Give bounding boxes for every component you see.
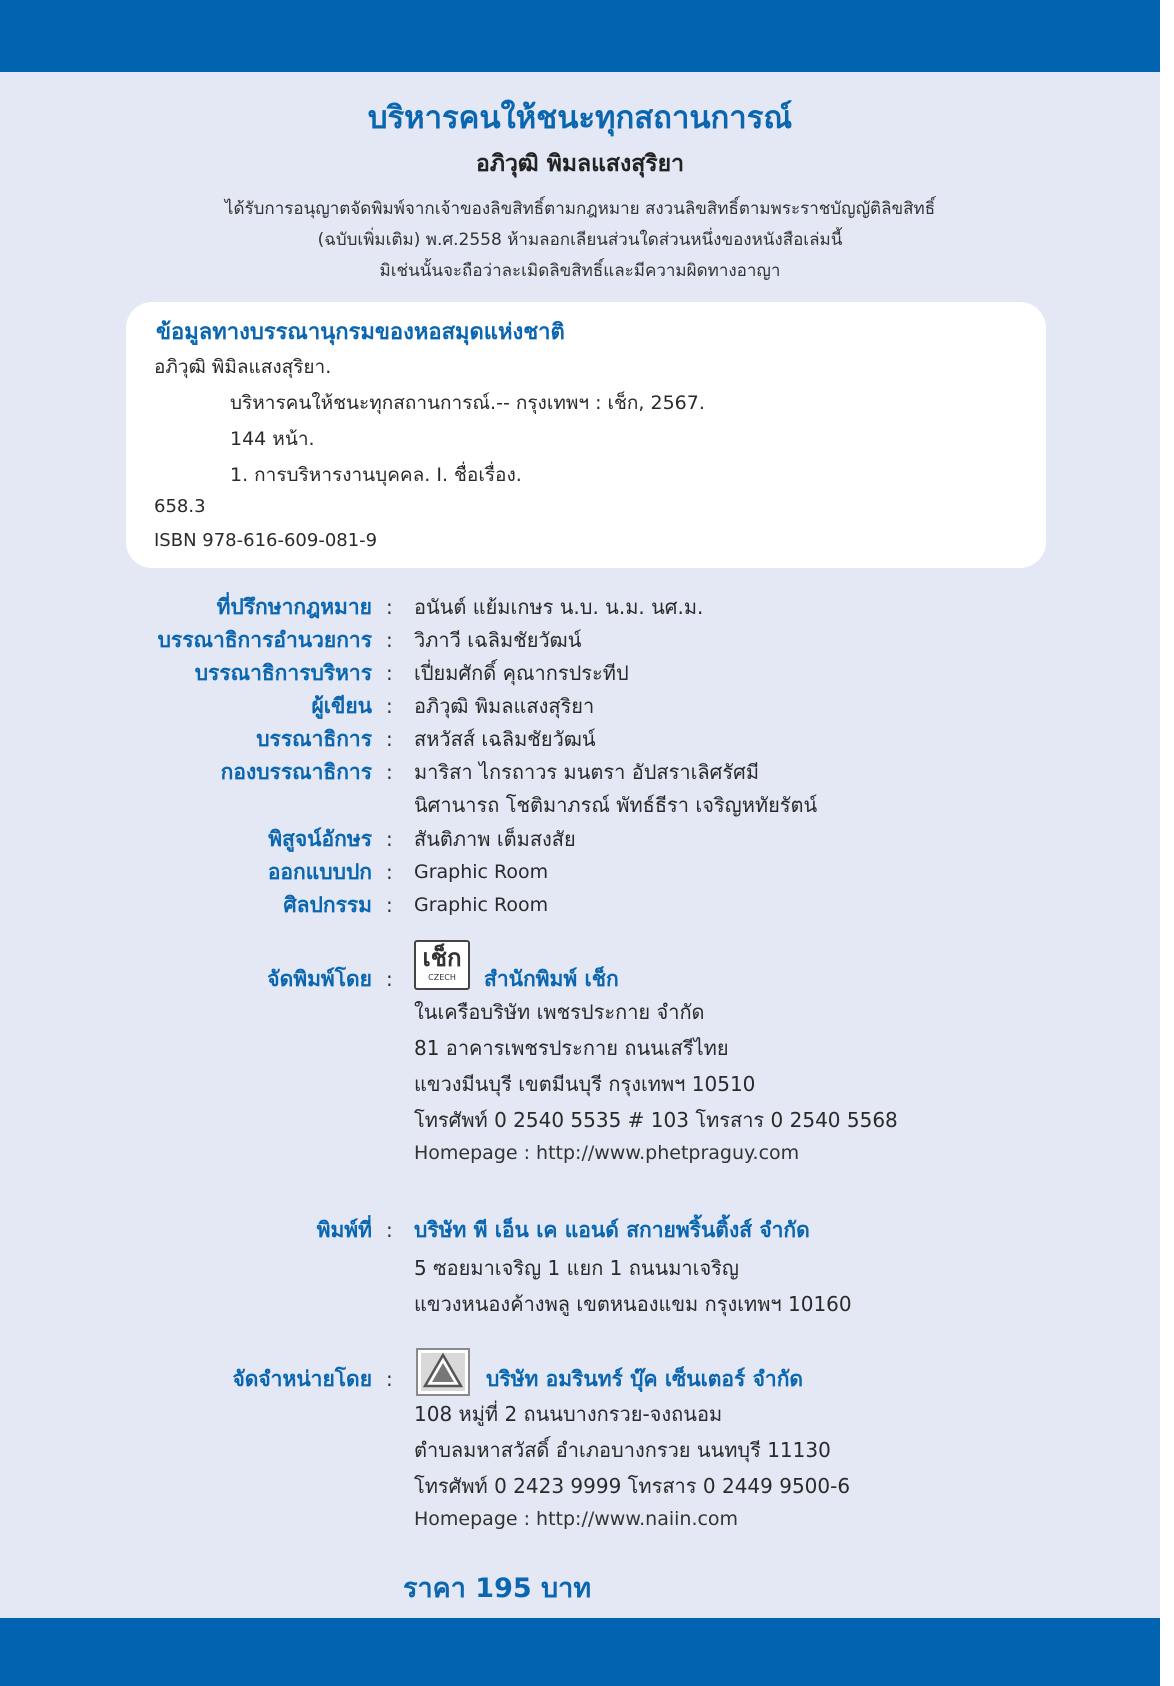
right-page-margin (1160, 0, 1174, 1686)
credit-separator: : (386, 893, 393, 917)
credit-value: มาริสา ไกรถาวร มนตรา อัปสราเลิศรัศมี (414, 760, 759, 784)
bottom-color-band (0, 1618, 1160, 1686)
credit-value: อภิวุฒิ พิมลแสงสุริยา (414, 694, 595, 718)
publisher-separator: : (386, 967, 393, 991)
credit-value: เปี่ยมศักดิ์ คุณากรประทีป (414, 661, 629, 685)
distributor-address-line: ตำบลมหาสวัสดิ์ อำเภอบางกรวย นนทบุรี 11130 (414, 1438, 831, 1462)
printer-address-line: 5 ซอยมาเจริญ 1 แยก 1 ถนนมาเจริญ (414, 1256, 739, 1280)
credit-value: Graphic Room (414, 894, 549, 916)
printer-label: พิมพ์ที่ (316, 1218, 372, 1242)
credit-label: ที่ปรึกษากฎหมาย (216, 595, 372, 619)
book-author: อภิวุฒิ พิมลแสงสุริยา (476, 151, 684, 177)
credit-separator: : (386, 760, 393, 784)
credit-value: วิภาวี เฉลิมชัยวัฒน์ (414, 628, 582, 652)
distributor-row (0, 1364, 1160, 1394)
book-title: บริหารคนให้ชนะทุกสถานการณ์ (367, 100, 793, 136)
copyright-notice-line: ได้รับการอนุญาตจัดพิมพ์จากเจ้าของลิขสิทธิ์ตามกฎหมาย สงวนลิขสิทธิ์ตามพระราชบัญญัติลิขสิทธิ์ (224, 199, 936, 219)
publisher-homepage: Homepage : http://www.phetpraguy.com (414, 1142, 800, 1164)
credit-value: สหวัสส์ เฉลิมชัยวัฒน์ (414, 727, 596, 751)
cip-classification: 658.3 (154, 496, 206, 517)
credit-label: กองบรรณาธิการ (220, 760, 372, 784)
cip-isbn: ISBN 978-616-609-081-9 (154, 530, 378, 551)
credit-separator: : (386, 827, 393, 851)
printer-separator: : (386, 1218, 393, 1242)
credit-separator: : (386, 661, 393, 685)
publisher-row (0, 964, 1160, 994)
printer-name: บริษัท พี เอ็น เค แอนด์ สกายพริ้นติ้งส์ จำกัด (414, 1218, 810, 1242)
credit-separator: : (386, 727, 393, 751)
cip-author-line: อภิวุฒิ พิมิลแสงสุริยา. (154, 356, 332, 378)
credit-label: ศิลปกรรม (283, 893, 372, 917)
publisher-address-line: ในเครือบริษัท เพชรประกาย จำกัด (414, 1000, 705, 1024)
copyright-notice-line: (ฉบับเพิ่มเติม) พ.ศ.2558 ห้ามลอกเลียนส่วนใดส่วนหนึ่งของหนังสือเล่มนี้ (317, 230, 843, 250)
credit-separator: : (386, 860, 393, 884)
book-price: ราคา 195 บาท (403, 1573, 592, 1604)
credit-label: บรรณาธิการ (256, 727, 372, 751)
publisher-name: สำนักพิมพ์ เช็ก (484, 967, 619, 991)
copyright-notice-line: มิเช่นนั้นจะถือว่าละเมิดลิขสิทธิ์และมีความผิดทางอาญา (379, 261, 781, 281)
credit-separator: : (386, 694, 393, 718)
cip-subject-line: 1. การบริหารงานบุคคล. I. ชื่อเรื่อง. (230, 464, 522, 486)
credit-row (0, 658, 1160, 688)
cip-pages-line: 144 หน้า. (230, 428, 315, 450)
cip-title-line: บริหารคนให้ชนะทุกสถานการณ์.-- กรุงเทพฯ : เช็ก, 2567. (230, 392, 705, 414)
credit-value: อนันต์ แย้มเกษร น.บ. น.ม. นศ.ม. (414, 595, 704, 619)
distributor-address-line: 108 หมู่ที่ 2 ถนนบางกรวย-จงถนอม (414, 1402, 723, 1426)
credit-row (0, 625, 1160, 655)
credit-row (0, 857, 1160, 887)
publisher-phone-line: โทรศัพท์ 0 2540 5535 # 103 โทรสาร 0 2540 5568 (414, 1108, 898, 1132)
credit-label: ผู้เขียน (311, 694, 372, 718)
czech-logo-small-text: CZECH (428, 973, 456, 982)
credit-value: นิศานารถ โชติมาภรณ์ พัทธ์ธีรา เจริญหทัยรัตน์ (414, 793, 818, 817)
publisher-label: จัดพิมพ์โดย (267, 967, 372, 991)
credit-separator: : (386, 595, 393, 619)
copyright-notice (120, 194, 1040, 287)
credit-value: Graphic Room (414, 861, 549, 883)
credit-label: บรรณาธิการบริหาร (194, 661, 372, 685)
distributor-phone-line: โทรศัพท์ 0 2423 9999 โทรสาร 0 2449 9500-6 (414, 1474, 851, 1498)
credit-label: ออกแบบปก (267, 860, 372, 884)
credit-row (0, 592, 1160, 622)
publisher-address-line: 81 อาคารเพชรประกาย ถนนเสรีไทย (414, 1036, 729, 1060)
credit-label: บรรณาธิการอำนวยการ (157, 628, 372, 652)
cip-heading: ข้อมูลทางบรรณานุกรมของหอสมุดแห่งชาติ (156, 320, 565, 345)
credit-value: สันติภาพ เต็มสงสัย (414, 827, 576, 851)
credit-row (0, 824, 1160, 854)
printer-row (0, 1215, 1160, 1245)
credit-label: พิสูจน์อักษร (268, 827, 372, 851)
credit-row (0, 724, 1160, 754)
printer-address-line: แขวงหนองค้างพลู เขตหนองแขม กรุงเทพฯ 10160 (414, 1292, 852, 1316)
credit-row (0, 890, 1160, 920)
distributor-homepage: Homepage : http://www.naiin.com (414, 1508, 739, 1530)
publisher-address-line: แขวงมีนบุรี เขตมีนบุรี กรุงเทพฯ 10510 (414, 1072, 756, 1096)
credit-row (0, 757, 1160, 787)
credit-row-continuation (0, 790, 1160, 820)
czech-logo-text: เช็ก (422, 944, 462, 972)
distributor-separator: : (386, 1367, 393, 1391)
distributor-label: จัดจำหน่ายโดย (232, 1367, 372, 1391)
top-color-band (0, 0, 1160, 72)
credit-separator: : (386, 628, 393, 652)
cip-box (126, 302, 1046, 568)
credit-row (0, 691, 1160, 721)
distributor-name: บริษัท อมรินทร์ บุ๊ค เซ็นเตอร์ จำกัด (486, 1367, 804, 1391)
